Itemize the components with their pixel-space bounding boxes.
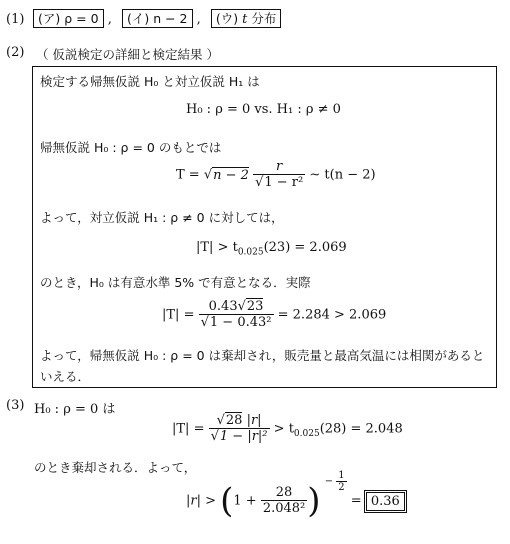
q3-number: (3) bbox=[6, 398, 25, 413]
t-rhs: ∼ t(n − 2) bbox=[309, 167, 376, 183]
q2-line1: 検定する帰無仮説 H₀ と対立仮説 H₁ は bbox=[40, 74, 260, 89]
comma: , bbox=[196, 12, 201, 27]
t-num: r bbox=[276, 159, 283, 174]
q2-heading: （ 仮説検定の詳細と検定結果 ） bbox=[36, 47, 219, 62]
t-sqrt-arg: n − 2 bbox=[213, 167, 249, 183]
paren-fraction bbox=[261, 486, 307, 516]
ineq-sub: 0.025 bbox=[293, 429, 320, 440]
calc-lhs: |T| = bbox=[162, 307, 195, 323]
left-paren: ( bbox=[220, 481, 234, 521]
q3-line: のとき棄却される．よって， bbox=[34, 460, 197, 475]
q2-line4: のとき，H₀ は有意水準 5% で有意となる．実際 bbox=[40, 275, 311, 290]
q2-line3: よって，対立仮説 H₁ : ρ ≠ 0 に対しては， bbox=[40, 210, 284, 225]
q2-number: (2) bbox=[6, 45, 25, 60]
q2-critical bbox=[196, 240, 347, 258]
equals: = bbox=[350, 493, 362, 509]
exp-fraction bbox=[336, 470, 346, 493]
q1-answer-u-prefix: (ウ) bbox=[215, 11, 243, 26]
calc-num-a: 0.43 bbox=[208, 299, 238, 314]
q2-hypotheses: H₀ : ρ = 0 vs. H₁ : ρ ≠ 0 bbox=[186, 102, 341, 117]
exp-num: 1 bbox=[338, 470, 345, 481]
ineq-num: √28 |r| bbox=[216, 413, 262, 428]
ineq-rhs-post: (28) = 2.048 bbox=[319, 421, 403, 437]
paren-num: 28 bbox=[275, 485, 293, 500]
crit-lhs: |T| > t bbox=[196, 240, 238, 255]
ineq-den-sqrt: 1 − |r|² bbox=[219, 429, 268, 444]
final-answer: 0.36 bbox=[366, 492, 405, 511]
q2-t-statistic bbox=[176, 160, 376, 190]
exp-den: 2 bbox=[338, 482, 345, 493]
right-paren: ) bbox=[307, 481, 321, 521]
t-lhs: T = √ bbox=[176, 167, 213, 183]
q1-number: (1) bbox=[6, 12, 25, 27]
exp-sign: − bbox=[324, 476, 334, 487]
calc-num: 0.43√23 bbox=[208, 299, 264, 314]
q1-answer-u-suffix: 分布 bbox=[247, 11, 277, 26]
ineq-num-r: |r| bbox=[242, 413, 262, 428]
q1-answer-u-var: t bbox=[242, 12, 248, 27]
ineq-num-sqrt: 28 bbox=[225, 413, 243, 428]
q3-inequality bbox=[172, 414, 403, 444]
q2-line5: よって，帰無仮説 H₀ : ρ = 0 は棄却され，販売量と最高気温には相関があると bbox=[40, 348, 485, 363]
crit-sub: 0.025 bbox=[237, 247, 264, 258]
t-den: √1 − r² bbox=[255, 175, 304, 190]
ineq-den: √1 − |r|² bbox=[210, 429, 268, 444]
exponent bbox=[325, 470, 347, 493]
crit-rhs: (23) = 2.069 bbox=[263, 240, 347, 255]
t-den-sqrt: 1 − r² bbox=[264, 175, 304, 190]
calc-rhs: = 2.284 > 2.069 bbox=[277, 307, 387, 323]
comma: , bbox=[107, 12, 112, 27]
q2-calculation bbox=[162, 300, 386, 330]
calc-den: √1 − 0.43² bbox=[200, 315, 272, 330]
calc-num-sqrt: 23 bbox=[246, 299, 264, 314]
r-lhs: |r| > bbox=[186, 493, 216, 509]
t-fraction bbox=[253, 160, 305, 190]
ineq-lhs: |T| = bbox=[172, 421, 205, 437]
q2-line6: いえる． bbox=[40, 369, 91, 384]
paren-one: 1 + bbox=[233, 493, 257, 509]
q3-intro: H₀ : ρ = 0 は bbox=[34, 402, 116, 417]
q3-r-bound bbox=[186, 470, 405, 521]
q2-line2: 帰無仮説 H₀ : ρ = 0 のもとでは bbox=[40, 140, 222, 155]
q1-answer-u bbox=[211, 9, 281, 28]
calc-fraction bbox=[199, 300, 274, 330]
q1-answer-i: (イ) n − 2 bbox=[122, 9, 193, 28]
q1-answer-a: (ア) ρ = 0 bbox=[33, 9, 104, 28]
paren-den: 2.048² bbox=[262, 501, 306, 516]
q1-answer-line bbox=[33, 9, 281, 27]
ineq-fraction bbox=[209, 414, 270, 444]
ineq-rhs-pre: > t bbox=[273, 421, 294, 437]
calc-den-sqrt: 1 − 0.43² bbox=[209, 315, 272, 330]
